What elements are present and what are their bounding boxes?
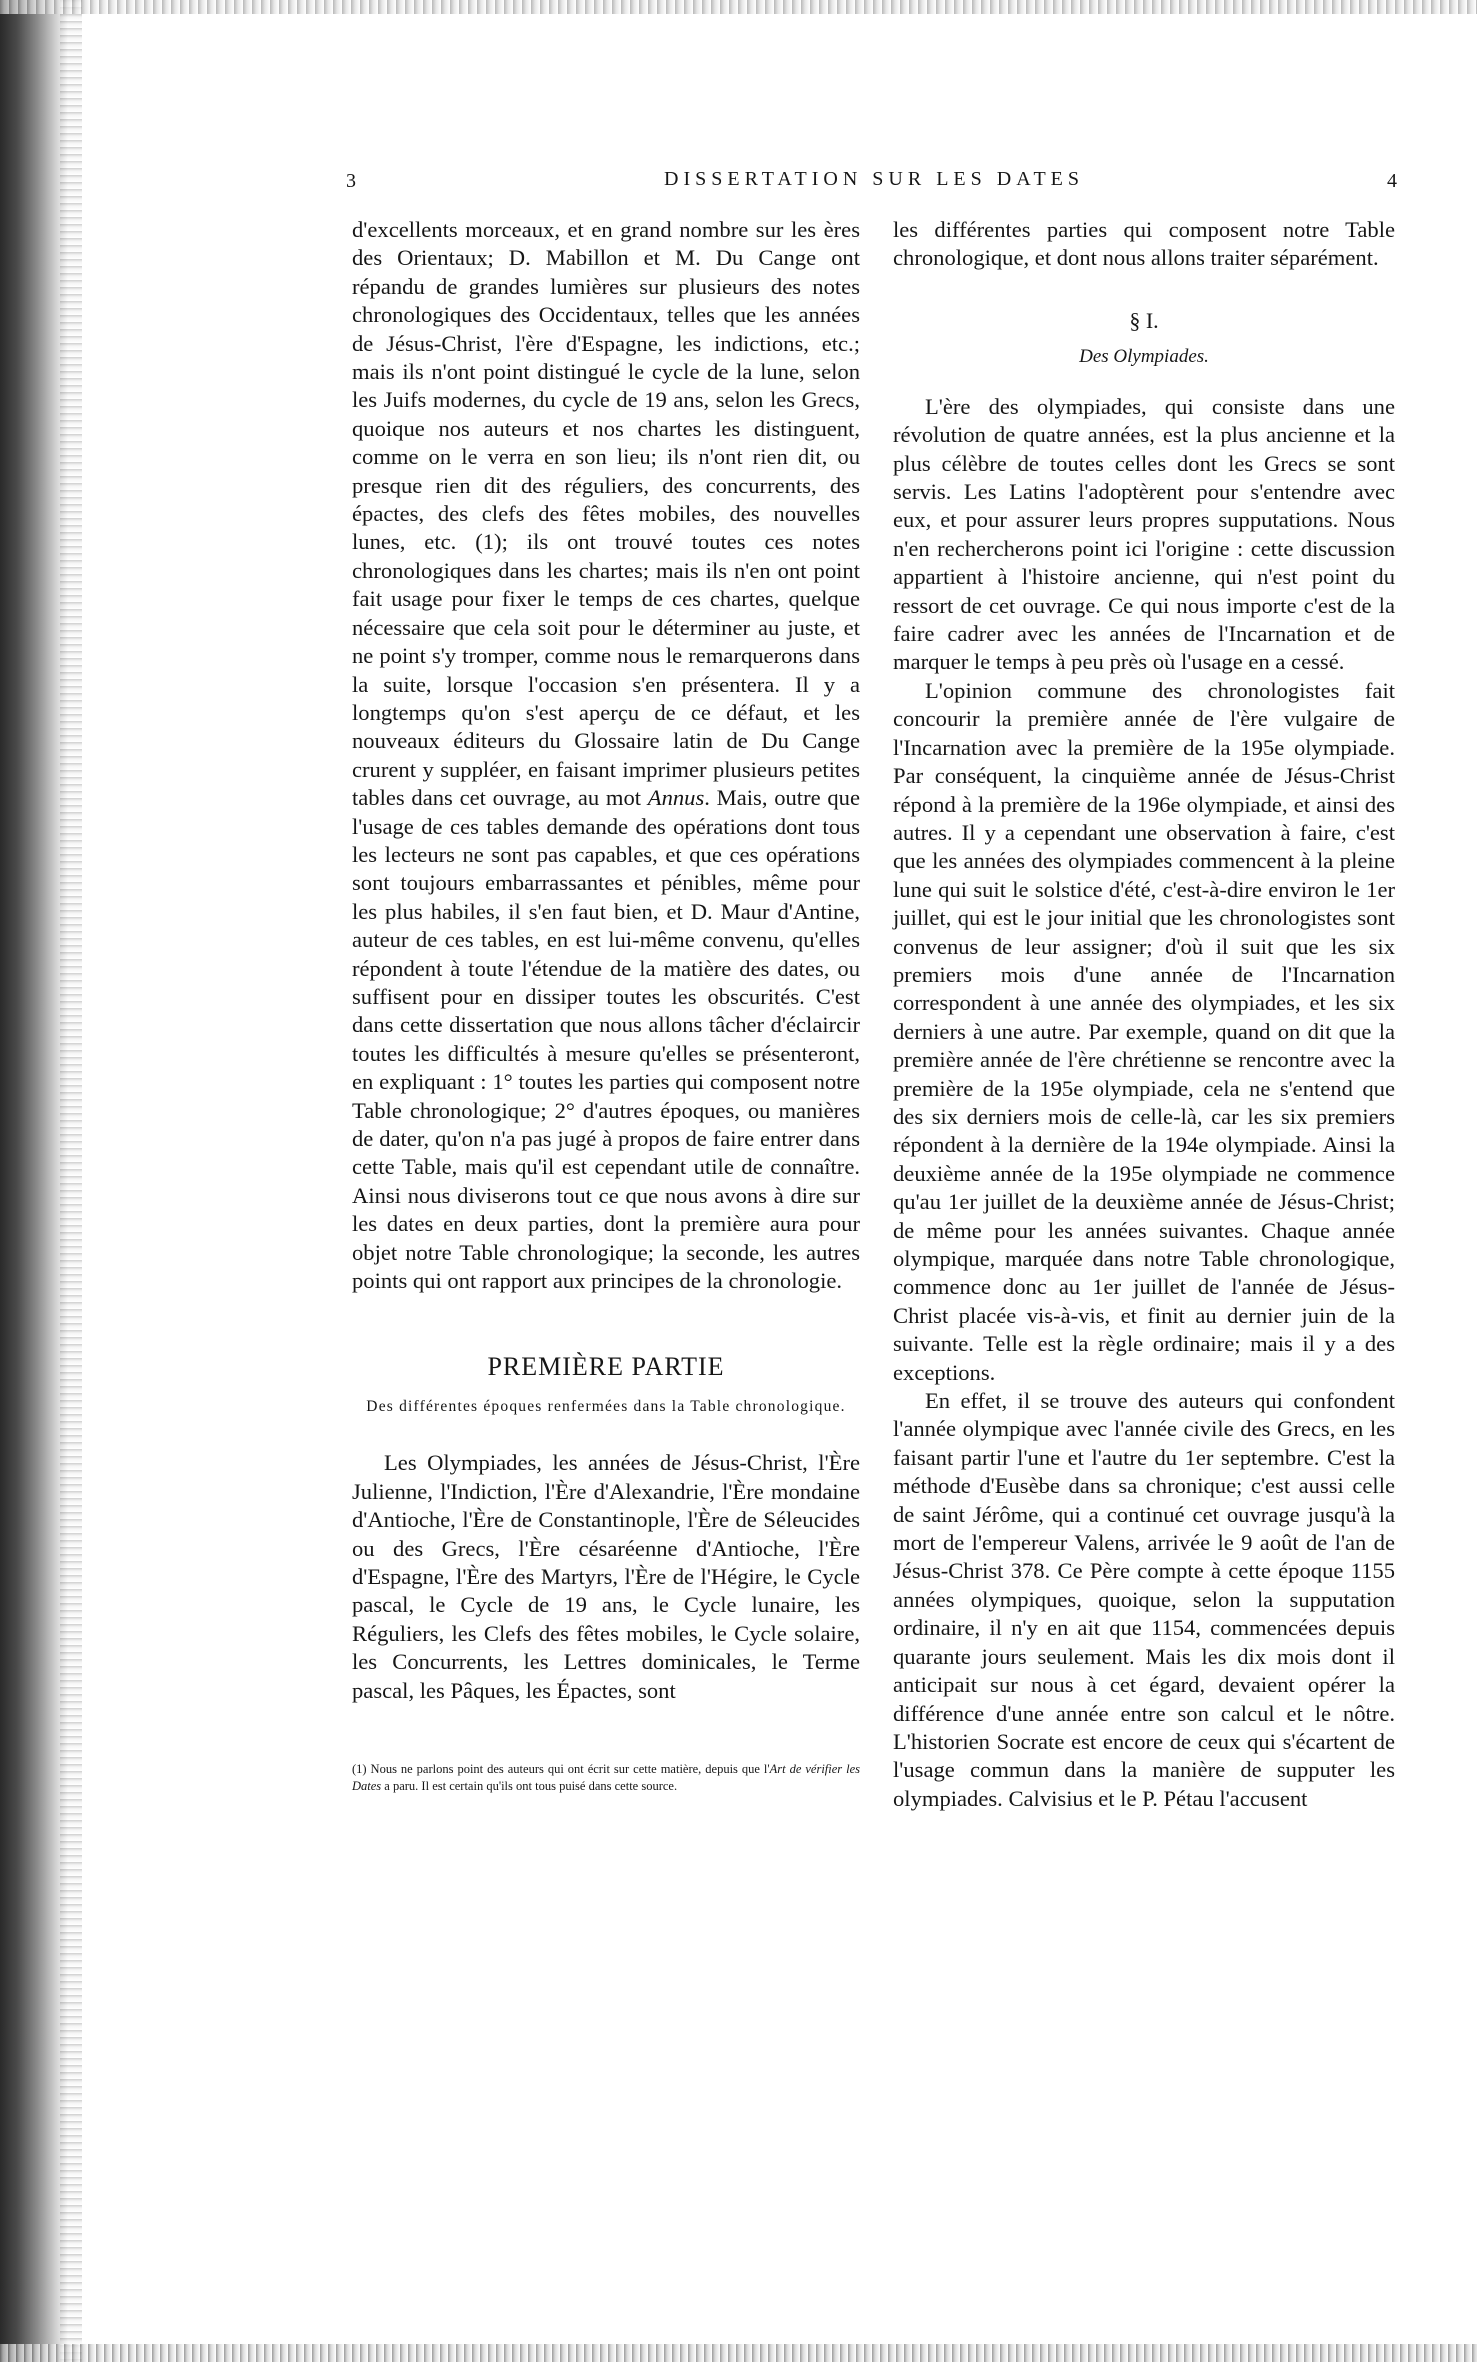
left-paragraph-2: Les Olympiades, les années de Jésus-Christ, l'Ère Julienne, l'Indiction, l'Ère d'Alexandrie, l'Ère mondaine d'Antioche, l'Ère de Constantinople, l'Ère de Séleucides ou des Grecs, l'Ère césaréenne d'Antioche, l'Ère d'Espagne, l'Ère des Martyrs, l'Ère de l'Hégire, le Cycle pascal, le Cycle de 19 ans, le Cycle lunaire, les Réguliers, les Clefs des fêtes mobiles, le Cycle solaire, les Concurrents, les Lettres dominicales, le Terme pascal, les Pâques, les Épactes, sont bbox=[352, 1450, 860, 1703]
page-number-left: 3 bbox=[346, 170, 361, 192]
bottom-scan-edge bbox=[0, 2344, 1477, 2362]
section-mark: § I. bbox=[1129, 307, 1159, 333]
right-column bbox=[893, 216, 1395, 1813]
running-title: DISSERTATION SUR LES DATES bbox=[664, 168, 1084, 190]
footnote-end: a paru. Il est certain qu'ils ont tous puisé dans cette source. bbox=[381, 1778, 678, 1793]
footnote-start: (1) Nous ne parlons point des auteurs qui ont écrit sur cette matière, depuis que l' bbox=[352, 1762, 770, 1777]
right-paragraph-3: L'opinion commune des chronologistes fait concourir la première année de l'ère vulgaire de l'Incarnation avec la première de la 195e olympiade. Par conséquent, la cinquième année de Jésus-Christ répond à la première de la 196e olympiade, et ainsi des autres. Il y a cependant une observation à faire, c'est que les années des olympiades commencent à la pleine lune qui suit le solstice d'été, c'est-à-dire environ le 1er juillet, qui est le jour initial que les chronologistes sont convenus de leur assigner; d'où il suit que les six premiers mois d'une année de l'Incarnation correspondent à une année des olympiades, et les six derniers à une autre. Par exemple, quand on dit que la première année de l'ère chrétienne se rencontre avec la première de la 195e olympiade, cela ne s'entend que des six derniers mois de celle-là, car les six premiers répondent à la dernière de la 194e olympiade. Ainsi la deuxième année de la 195e olympiade ne commence qu'au 1er juillet de la deuxième année de Jésus-Christ; de même pour les années suivantes. Chaque année olympique, marquée dans notre Table chronologique, commence donc au 1er juillet de l'année de Jésus-Christ placée vis-à-vis, et finit au dernier juin de la suivante. Telle est la règle ordinaire; mais il y a des exceptions. bbox=[893, 677, 1395, 1385]
annus-italic: Annus bbox=[647, 785, 705, 811]
running-head bbox=[346, 168, 1402, 198]
page-number-right: 4 bbox=[1387, 170, 1402, 192]
footnote bbox=[352, 1761, 860, 1794]
part-title: PREMIÈRE PARTIE bbox=[487, 1352, 725, 1382]
left-column bbox=[352, 216, 860, 1794]
section-heading: Des Olympiades. bbox=[1079, 345, 1209, 367]
left-paragraph-1-end: . Mais, outre que l'usage de ces tables demande des opérations dont tous les lecteurs ne sont pas capables, et que ces opérations sont toujours embarrassantes et pénibles, même pour les plus habiles, il s'en faut bien, et D. Maur d'Antine, auteur de ces tables, en est lui-même convenu, qu'elles répondent à toute l'étendue de la matière des dates, ou suffisent pour en dissiper toutes les obscurités. C'est dans cette dissertation que nous allons tâcher d'éclaircir toutes les difficultés à mesure qu'elles se présenteront, en expliquant : 1° toutes les parties qui composent notre Table chronologique; 2° d'autres époques, ou manières de dater, qu'on n'a pas jugé à propos de faire entrer dans cette Table, mais qu'il est cependant utile de connaître. Ainsi nous diviserons tout ce que nous avons à dire sur les dates en deux parties, dont la première aura pour objet notre Table chronologique; la seconde, les autres points qui ont rapport aux principes de la chronologie. bbox=[352, 785, 860, 1294]
book-gutter bbox=[60, 0, 82, 2362]
footnote-italic: Art de vérifier les Dates bbox=[352, 1762, 861, 1793]
right-paragraph-1: les différentes parties qui composent notre Table chronologique, et dont nous allons traiter séparément. bbox=[893, 217, 1395, 271]
part-subtitle: Des différentes époques renfermées dans la Table chronologique. bbox=[366, 1398, 846, 1416]
left-paragraph-1-text: d'excellents morceaux, et en grand nombre sur les ères des Orientaux; D. Mabillon et M. Du Cange ont répandu de grandes lumières sur plusieurs des notes chronologiques des Occidentaux, telles que les années de Jésus-Christ, l'ère d'Espagne, les indictions, etc.; mais ils n'ont point distingué le cycle de la lune, selon les Juifs modernes, du cycle de 19 ans, selon les Grecs, quoique nos auteurs et nos chartes les distinguent, comme on le verra en son lieu; ils n'ont rien dit, ou presque rien dit des réguliers, des concurrents, des épactes, des clefs des fêtes mobiles, des nouvelles lunes, etc. (1); ils ont trouvé toutes ces notes chronologiques dans les chartes; mais ils n'en ont point fait usage pour fixer le temps de ces chartes, quelque nécessaire que cela soit pour le déterminer au juste, et ne point s'y tromper, comme nous le remarquerons dans la suite, lorsque l'occasion s'en présentera. Il y a longtemps qu'on s'est aperçu de ce défaut, et les nouveaux éditeurs du Glossaire latin de Du Cange crurent y suppléer, en faisant imprimer plusieurs petites tables dans cet ouvrage, au mot bbox=[352, 217, 860, 811]
right-paragraph-4: En effet, il se trouve des auteurs qui confondent l'année olympique avec l'année civile des Grecs, en les faisant partir l'une et l'autre du 1er septembre. C'est la méthode d'Eusèbe dans sa chronique; c'est aussi celle de saint Jérôme, qui a continué cet ouvrage jusqu'à la mort de l'empereur Valens, arrivée le 9 août de l'an de Jésus-Christ 378. Ce Père compte à cette époque 1155 années olympiques, quoique, selon la supputation ordinaire, il n'y en ait que 1154, commencées depuis quarante jours seulement. Mais les dix mois dont il anticipait sur nous à cet égard, devaient opérer la différence d'une année entre son calcul et le nôtre. L'historien Socrate est encore de ceux qui s'écartent de l'usage commun dans la manière de supputer les olympiades. Calvisius et le P. Pétau l'accusent bbox=[893, 1388, 1395, 1811]
top-scan-edge bbox=[0, 0, 1477, 14]
left-paragraph-1 bbox=[352, 216, 860, 1295]
book-spine-shadow bbox=[0, 0, 68, 2362]
right-paragraph-2: L'ère des olympiades, qui consiste dans une révolution de quatre années, est la plus ancienne et la plus célèbre de toutes celles dont les Grecs se sont servis. Les Latins l'adoptèrent pour s'entendre avec eux, et pour assurer leurs propres supputations. Nous n'en rechercherons point ici l'origine : cette discussion appartient à l'histoire ancienne, qui n'est point du ressort de cet ouvrage. Ce qui nous importe c'est de la faire cadrer avec les années de l'Incarnation et de marquer le temps à peu près où l'usage en a cessé. bbox=[893, 393, 1395, 675]
